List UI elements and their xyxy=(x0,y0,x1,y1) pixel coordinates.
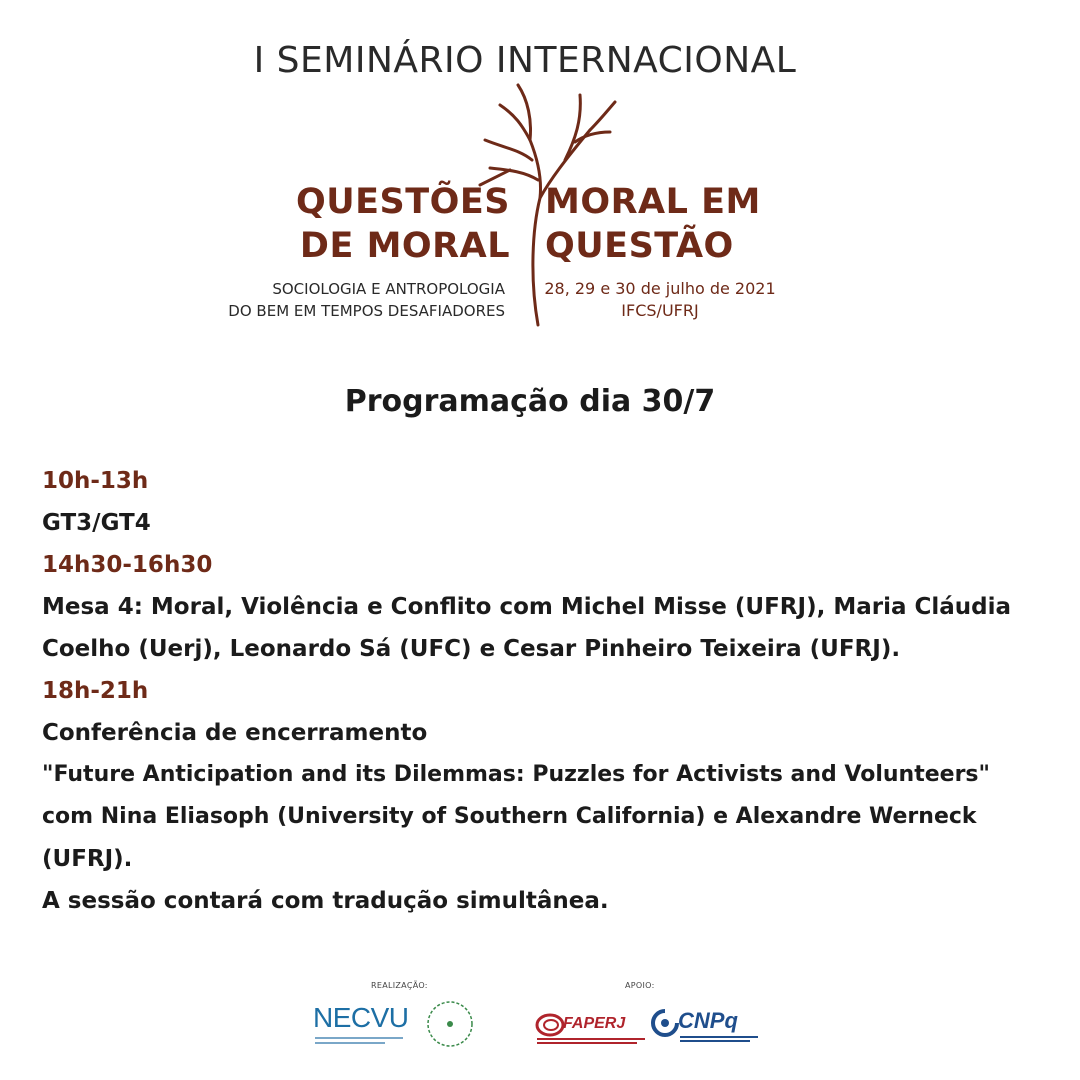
logo-right-line1: MORAL EM xyxy=(545,182,761,222)
faperj-swirl-icon xyxy=(535,1010,565,1040)
logo-left-line2: DE MORAL xyxy=(299,226,510,266)
subtitle xyxy=(228,278,505,322)
cnpq-text: CNPq xyxy=(678,1008,738,1033)
logo-right-title xyxy=(545,180,761,268)
logo-left-line1: QUESTÕES xyxy=(295,182,510,222)
block2-line1: Mesa 4: Moral, Violência e Conflito com Michel Misse (UFRJ), Maria Cláudia xyxy=(42,594,1012,620)
subtitle-line2: DO BEM EM TEMPOS DESAFIADORES xyxy=(228,302,505,320)
block3-line5: A sessão contará com tradução simultânea. xyxy=(42,888,609,914)
cnpq-logo xyxy=(650,1002,760,1050)
faperj-logo xyxy=(535,1002,647,1050)
necvu-logo: NECVU xyxy=(313,1002,409,1033)
dates-text: 28, 29 e 30 de julho de 2021 xyxy=(544,279,776,298)
logo-left-title xyxy=(296,180,510,268)
program-heading: Programação dia 30/7 xyxy=(344,384,716,419)
block3-line3: com Nina Eliasoph (University of Southern California) e Alexandre Werneck xyxy=(42,804,977,829)
docvm-logo-icon xyxy=(424,998,476,1050)
seminar-title: I SEMINÁRIO INTERNACIONAL xyxy=(253,40,797,81)
cnpq-subtitle-icon xyxy=(680,1036,760,1044)
block3-time: 18h-21h xyxy=(42,678,149,704)
block2-line2: Coelho (Uerj), Leonardo Sá (UFC) e Cesar Pinheiro Teixeira (UFRJ). xyxy=(42,636,901,662)
block3-line1: Conferência de encerramento xyxy=(42,720,428,746)
block2-time: 14h30-16h30 xyxy=(42,552,213,578)
event-dates xyxy=(540,278,780,322)
cnpq-emblem-icon xyxy=(650,1008,680,1038)
necvu-subtitle-icon xyxy=(315,1036,405,1046)
subtitle-line1: SOCIOLOGIA E ANTROPOLOGIA xyxy=(272,280,505,298)
block1-text: GT3/GT4 xyxy=(42,510,151,536)
faperj-subtitle-icon xyxy=(537,1038,649,1046)
faperj-text: FAPERJ xyxy=(563,1015,626,1032)
realizacao-label: REALIZAÇÃO: xyxy=(371,981,428,990)
block3-line4: (UFRJ). xyxy=(42,846,133,872)
logo-right-line2: QUESTÃO xyxy=(545,226,734,266)
apoio-label: APOIO: xyxy=(625,981,655,990)
block3-line2: "Future Anticipation and its Dilemmas: Puzzles for Activists and Volunteers" xyxy=(42,762,990,787)
schedule xyxy=(42,460,1052,922)
venue-text: IFCS/UFRJ xyxy=(621,301,699,320)
block1-time: 10h-13h xyxy=(42,468,149,494)
